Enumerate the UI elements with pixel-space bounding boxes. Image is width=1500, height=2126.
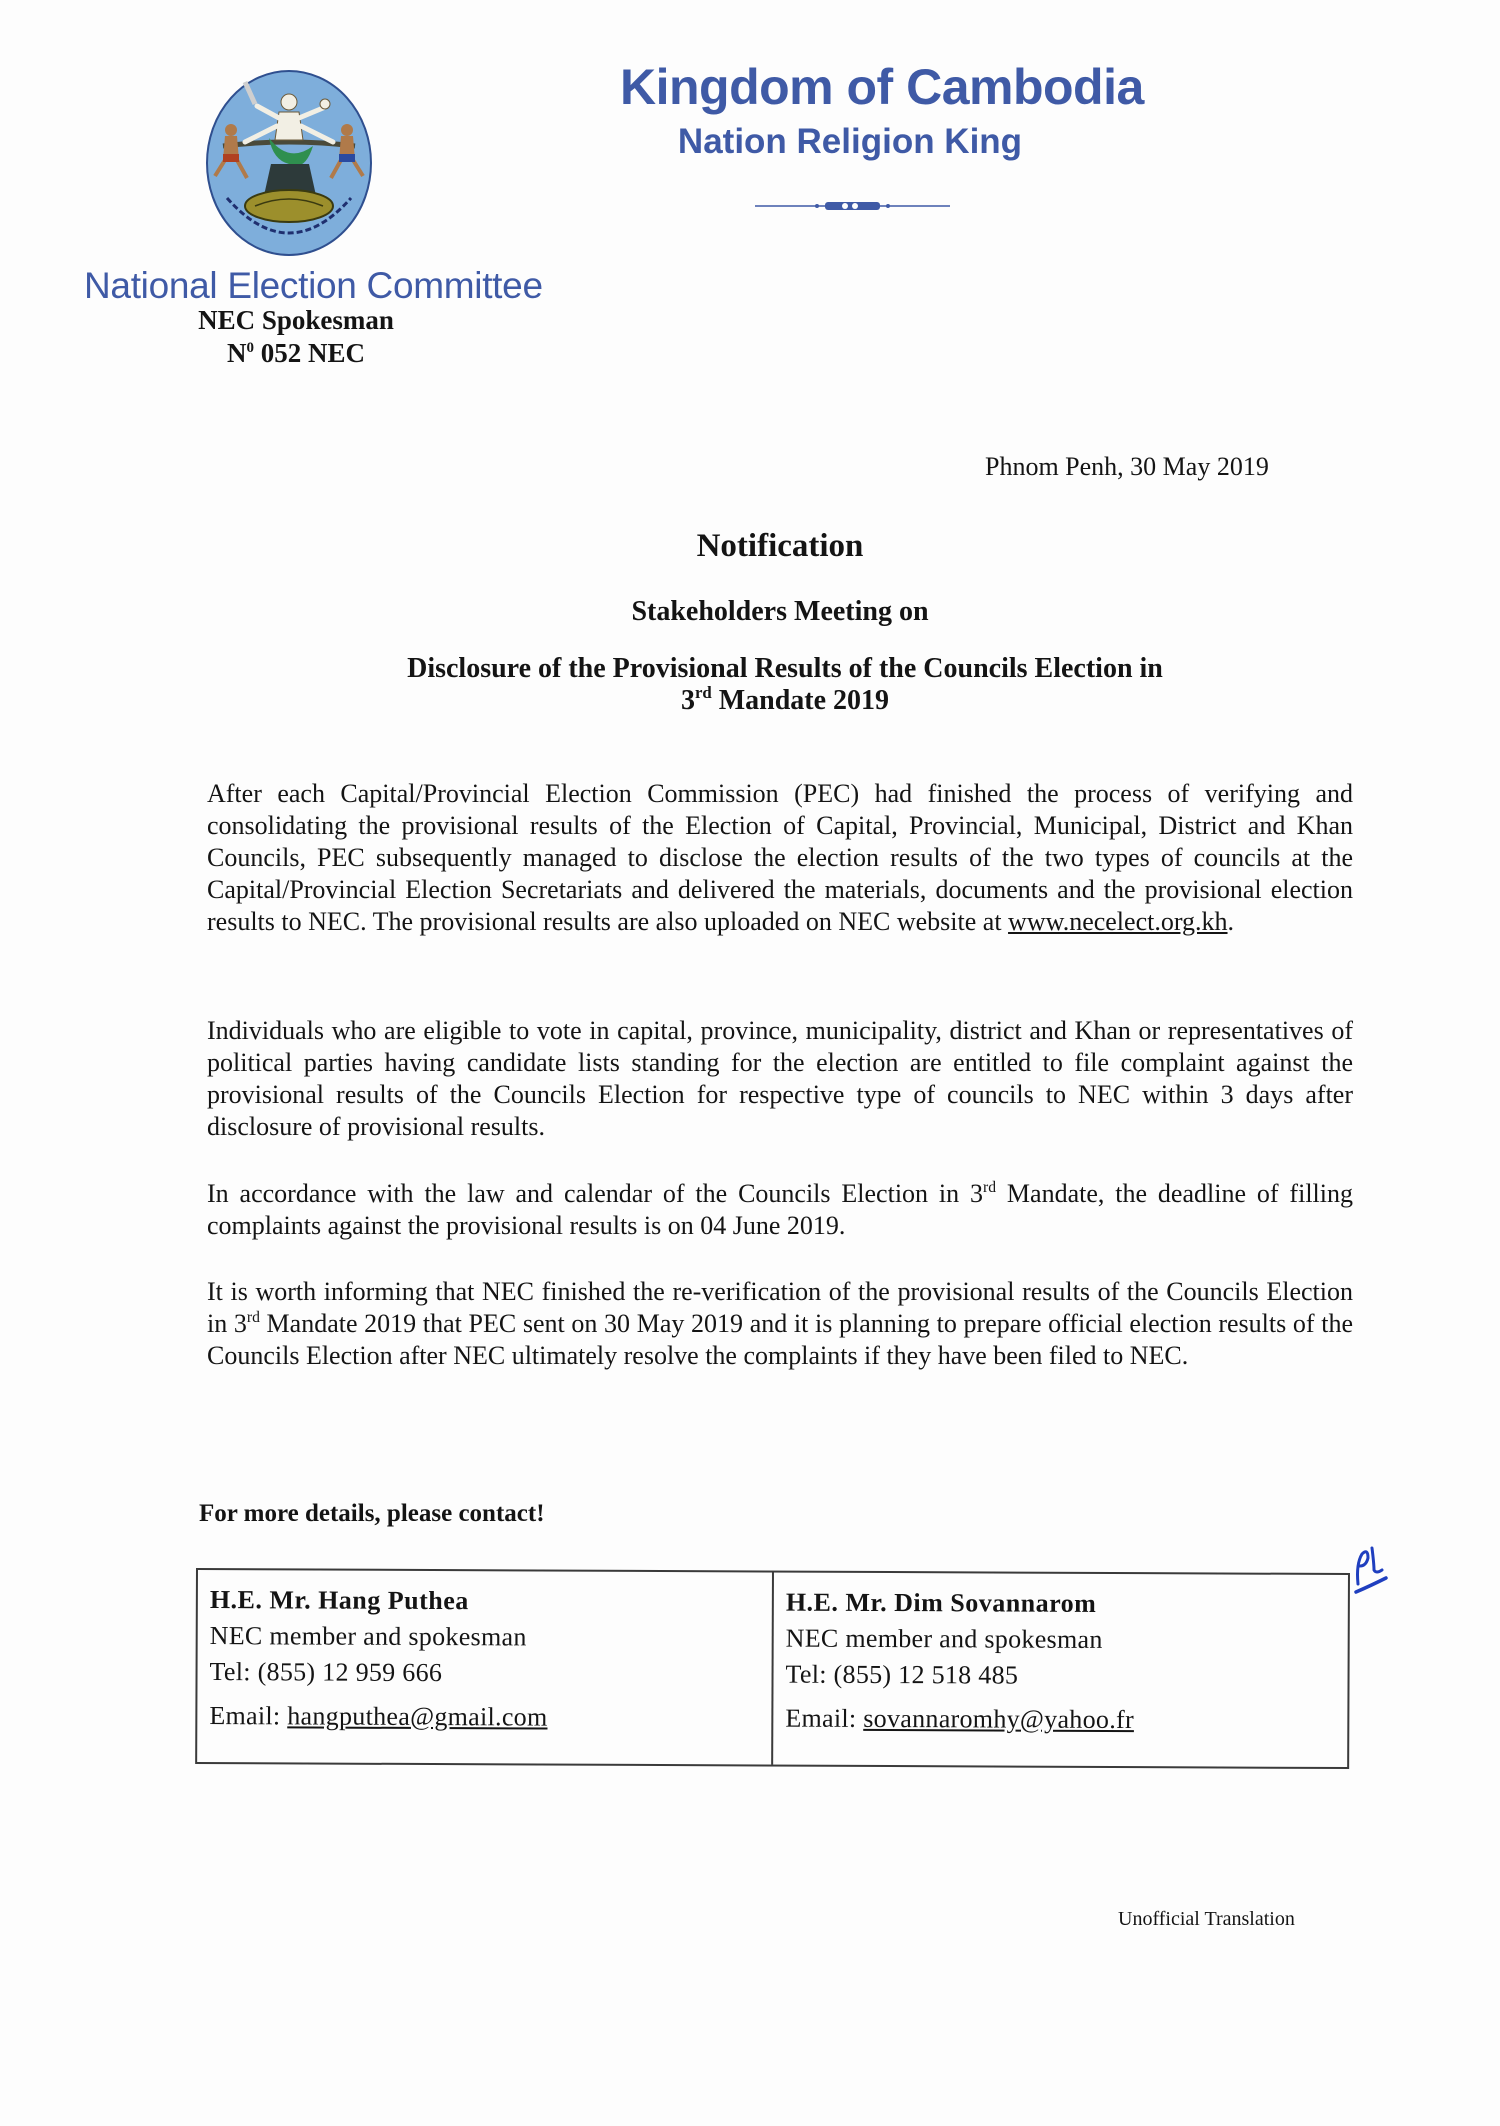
contact-email-link[interactable]: hangputhea@gmail.com [287,1701,548,1732]
unofficial-translation-note: Unofficial Translation [1118,1908,1295,1930]
paragraph-4: It is worth informing that NEC finished the re-verification of the provisional results of the Councils Election in 3rd Mandate 2019 that PEC sent on 30 May 2019 and it is planning to prepare official election results of the Councils Election after NEC ultimately resolve the complaints if they have been filed to NEC. [207,1277,1353,1370]
reference-number: $N^0$ 052 NEC [226,338,365,368]
nec-website-link[interactable]: www.necelect.org.kh [1008,907,1228,936]
document-subheading: Stakeholders Meeting on [631,596,929,627]
organization-name: National Election Committee [84,265,543,306]
document-subject [300,653,1270,717]
paragraph-3: In accordance with the law and calendar of the Councils Election in 3rd Mandate, the deadline of filling complaints against the provisional results is on 04 June 2019. [207,1178,1353,1240]
contact-name: H.E. Mr. Dim Sovannarom [785,1587,1097,1618]
contact-phone: Tel: (855) 12 959 666 [209,1657,443,1688]
contact-table [195,1568,1350,1769]
national-motto: Nation Religion King [677,122,1023,161]
contact-phone: Tel: (855) 12 518 485 [785,1659,1019,1690]
divider-ornament-icon [755,196,950,216]
contact-role: NEC member and spokesman [209,1621,527,1652]
document-heading: Notification [696,528,864,564]
nec-emblem-icon [205,68,373,258]
contact-card [197,1570,772,1765]
contact-heading: For more details, please contact! [199,1500,545,1527]
office-title: NEC Spokesman [198,305,394,335]
country-name: Kingdom of Cambodia [620,59,1144,115]
contact-email-link[interactable]: sovannaromhy@yahoo.fr [863,1703,1135,1735]
subject-line-2: 3rd Mandate 2019 [680,683,890,716]
contact-email-row: Email: sovannaromhy@yahoo.fr [785,1703,1135,1735]
contact-name: H.E. Mr. Hang Puthea [209,1585,469,1616]
date-line: Phnom Penh, 30 May 2019 [985,452,1269,481]
paragraph-2: Individuals who are eligible to vote in capital, province, municipality, district and Khan or representatives of political parties having candidate lists standing for the election are entitled to file complaint against the provisional results of the Councils Election for respective type of councils to NEC within 3 days after disclosure of provisional results. [207,1016,1353,1141]
paragraph-1: After each Capital/Provincial Election Commission (PEC) had finished the process of verifying and consolidating the provisional results of the Election of Capital, Provincial, Municipal, District and Khan Councils, PEC subsequently managed to disclose the election results of the two types of councils at the Capital/Provincial Election Secretariats and delivered the materials, documents and the provisional election results to NEC. The provisional results are also uploaded on NEC website at www.necelect.org.kh. [207,779,1353,936]
contact-role: NEC member and spokesman [785,1623,1103,1654]
handwritten-initials-icon [1352,1544,1388,1600]
subject-line-1: Disclosure of the Provisional Results of the Councils Election in [407,653,1163,684]
contact-card [771,1573,1348,1768]
contact-email-row: Email: hangputhea@gmail.com [209,1701,548,1732]
